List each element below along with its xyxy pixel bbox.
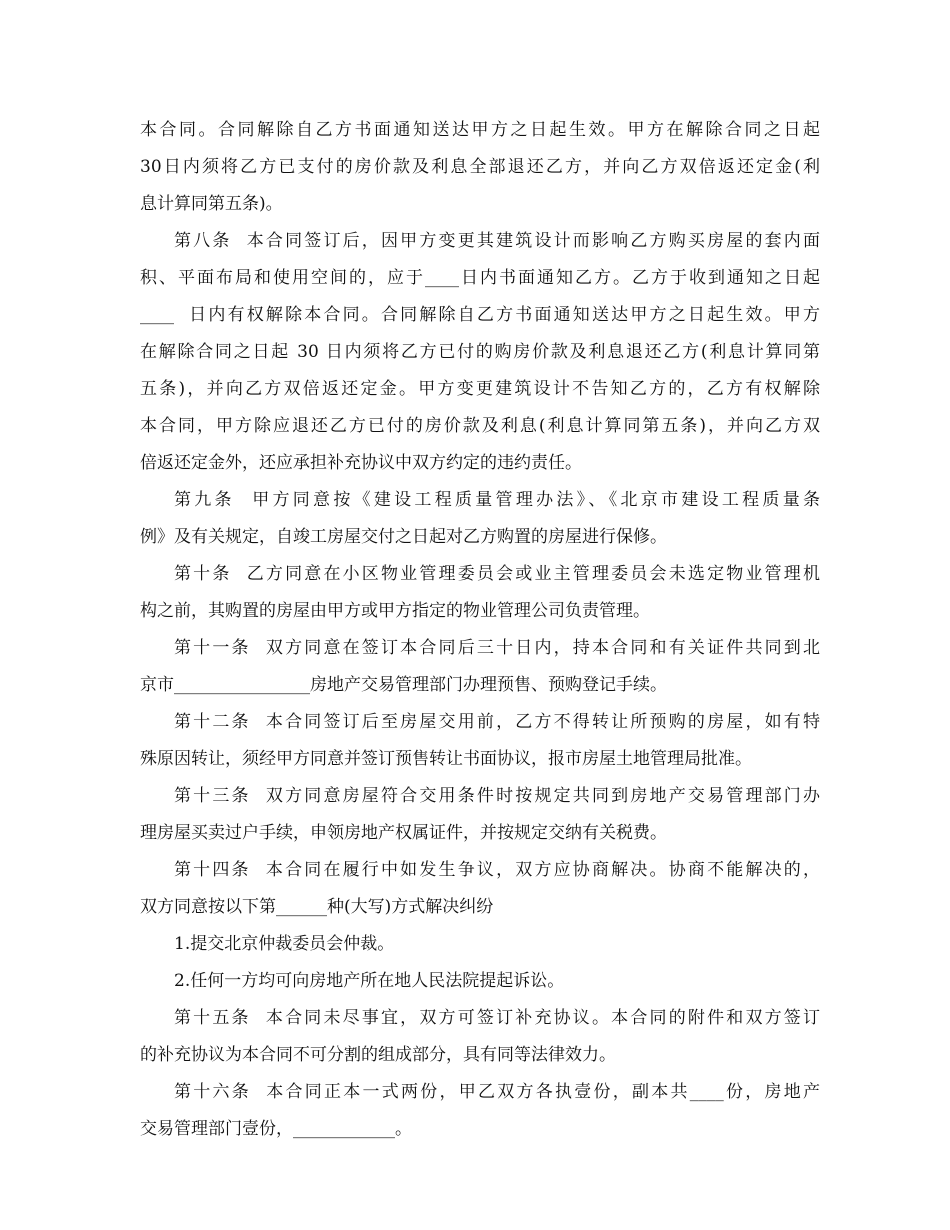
text-line: 京市________________房地产交易管理部门办理预售、预购登记手续。 <box>140 675 667 695</box>
contract-body <box>140 112 820 1148</box>
paragraph-dispute-option-1 <box>140 926 820 963</box>
paragraph-article-9 <box>140 482 820 556</box>
text-line: 交易管理部门壹份，____________。 <box>140 1119 412 1139</box>
text-line: 理房屋买卖过户手续，申领房地产权属证件，并按规定交纳有关税费。 <box>140 823 667 843</box>
paragraph-article-11 <box>140 630 820 704</box>
text-line: 2.任何一方均可向房地产所在地人民法院提起诉讼。 <box>174 971 565 991</box>
text-line: 倍返还定金外，还应承担补充协议中双方约定的违约责任。 <box>140 453 582 473</box>
text-line: 30日内须将乙方已支付的房价款及利息全部退还乙方，并向乙方双倍返还定金(利 <box>140 157 820 177</box>
text-line: 息计算同第五条)。 <box>140 194 283 214</box>
paragraph-dispute-option-2 <box>140 963 820 1000</box>
text-line: ____ 日内有权解除本合同。合同解除自乙方书面通知送达甲方之日起生效。甲方 <box>140 305 820 325</box>
text-line: 构之前，其购置的房屋由甲方或甲方指定的物业管理公司负责管理。 <box>140 601 650 621</box>
text-line: 第十一条 双方同意在签订本合同后三十日内，持本合同和有关证件共同到北 <box>174 638 820 658</box>
text-line: 在解除合同之日起 30 日内须将乙方已付的购房价款及利息退还乙方(利息计算同第 <box>140 342 820 362</box>
text-line: 第十三条 双方同意房屋符合交用条件时按规定共同到房地产交易管理部门办 <box>174 786 820 806</box>
text-line: 殊原因转让，须经甲方同意并签订预售转让书面协议，报市房屋土地管理局批准。 <box>140 749 752 769</box>
text-line: 第十四条 本合同在履行中如发生争议，双方应协商解决。协商不能解决的， <box>174 860 820 880</box>
text-line: 第十二条 本合同签订后至房屋交用前，乙方不得转让所预购的房屋，如有特 <box>174 712 820 732</box>
paragraph-article-16 <box>140 1074 820 1148</box>
text-line: 五条)，并向乙方双倍返还定金。甲方变更建筑设计不告知乙方的，乙方有权解除 <box>140 379 820 399</box>
text-line: 第九条 甲方同意按《建设工程质量管理办法》、《北京市建设工程质量条 <box>174 490 820 510</box>
paragraph-article-8 <box>140 223 820 482</box>
text-line: 本合同，甲方除应退还乙方已付的房价款及利息(利息计算同第五条)，并向乙方双 <box>140 416 820 436</box>
text-line: 例》及有关规定，自竣工房屋交付之日起对乙方购置的房屋进行保修。 <box>140 527 667 547</box>
text-line: 第十六条 本合同正本一式两份，甲乙双方各执壹份，副本共____份，房地产 <box>174 1082 820 1102</box>
text-line: 第十五条 本合同未尽事宜，双方可签订补充协议。本合同的附件和双方签订 <box>174 1008 820 1028</box>
text-line: 本合同。合同解除自乙方书面通知送达甲方之日起生效。甲方在解除合同之日起 <box>140 120 820 140</box>
paragraph-previous-article-continuation <box>140 112 820 223</box>
paragraph-article-10 <box>140 556 820 630</box>
paragraph-article-15 <box>140 1000 820 1074</box>
text-line: 双方同意按以下第______种(大写)方式解决纠纷 <box>140 897 494 917</box>
text-line: 1.提交北京仲裁委员会仲裁。 <box>174 934 395 954</box>
text-line: 积、平面布局和使用空间的，应于____日内书面通知乙方。乙方于收到通知之日起 <box>140 268 820 288</box>
paragraph-article-12 <box>140 704 820 778</box>
paragraph-article-14 <box>140 852 820 926</box>
text-line: 第十条 乙方同意在小区物业管理委员会或业主管理委员会未选定物业管理机 <box>174 564 820 584</box>
paragraph-article-13 <box>140 778 820 852</box>
text-line: 的补充协议为本合同不可分割的组成部分，具有同等法律效力。 <box>140 1045 616 1065</box>
text-line: 第八条 本合同签订后，因甲方变更其建筑设计而影响乙方购买房屋的套内面 <box>174 231 820 251</box>
